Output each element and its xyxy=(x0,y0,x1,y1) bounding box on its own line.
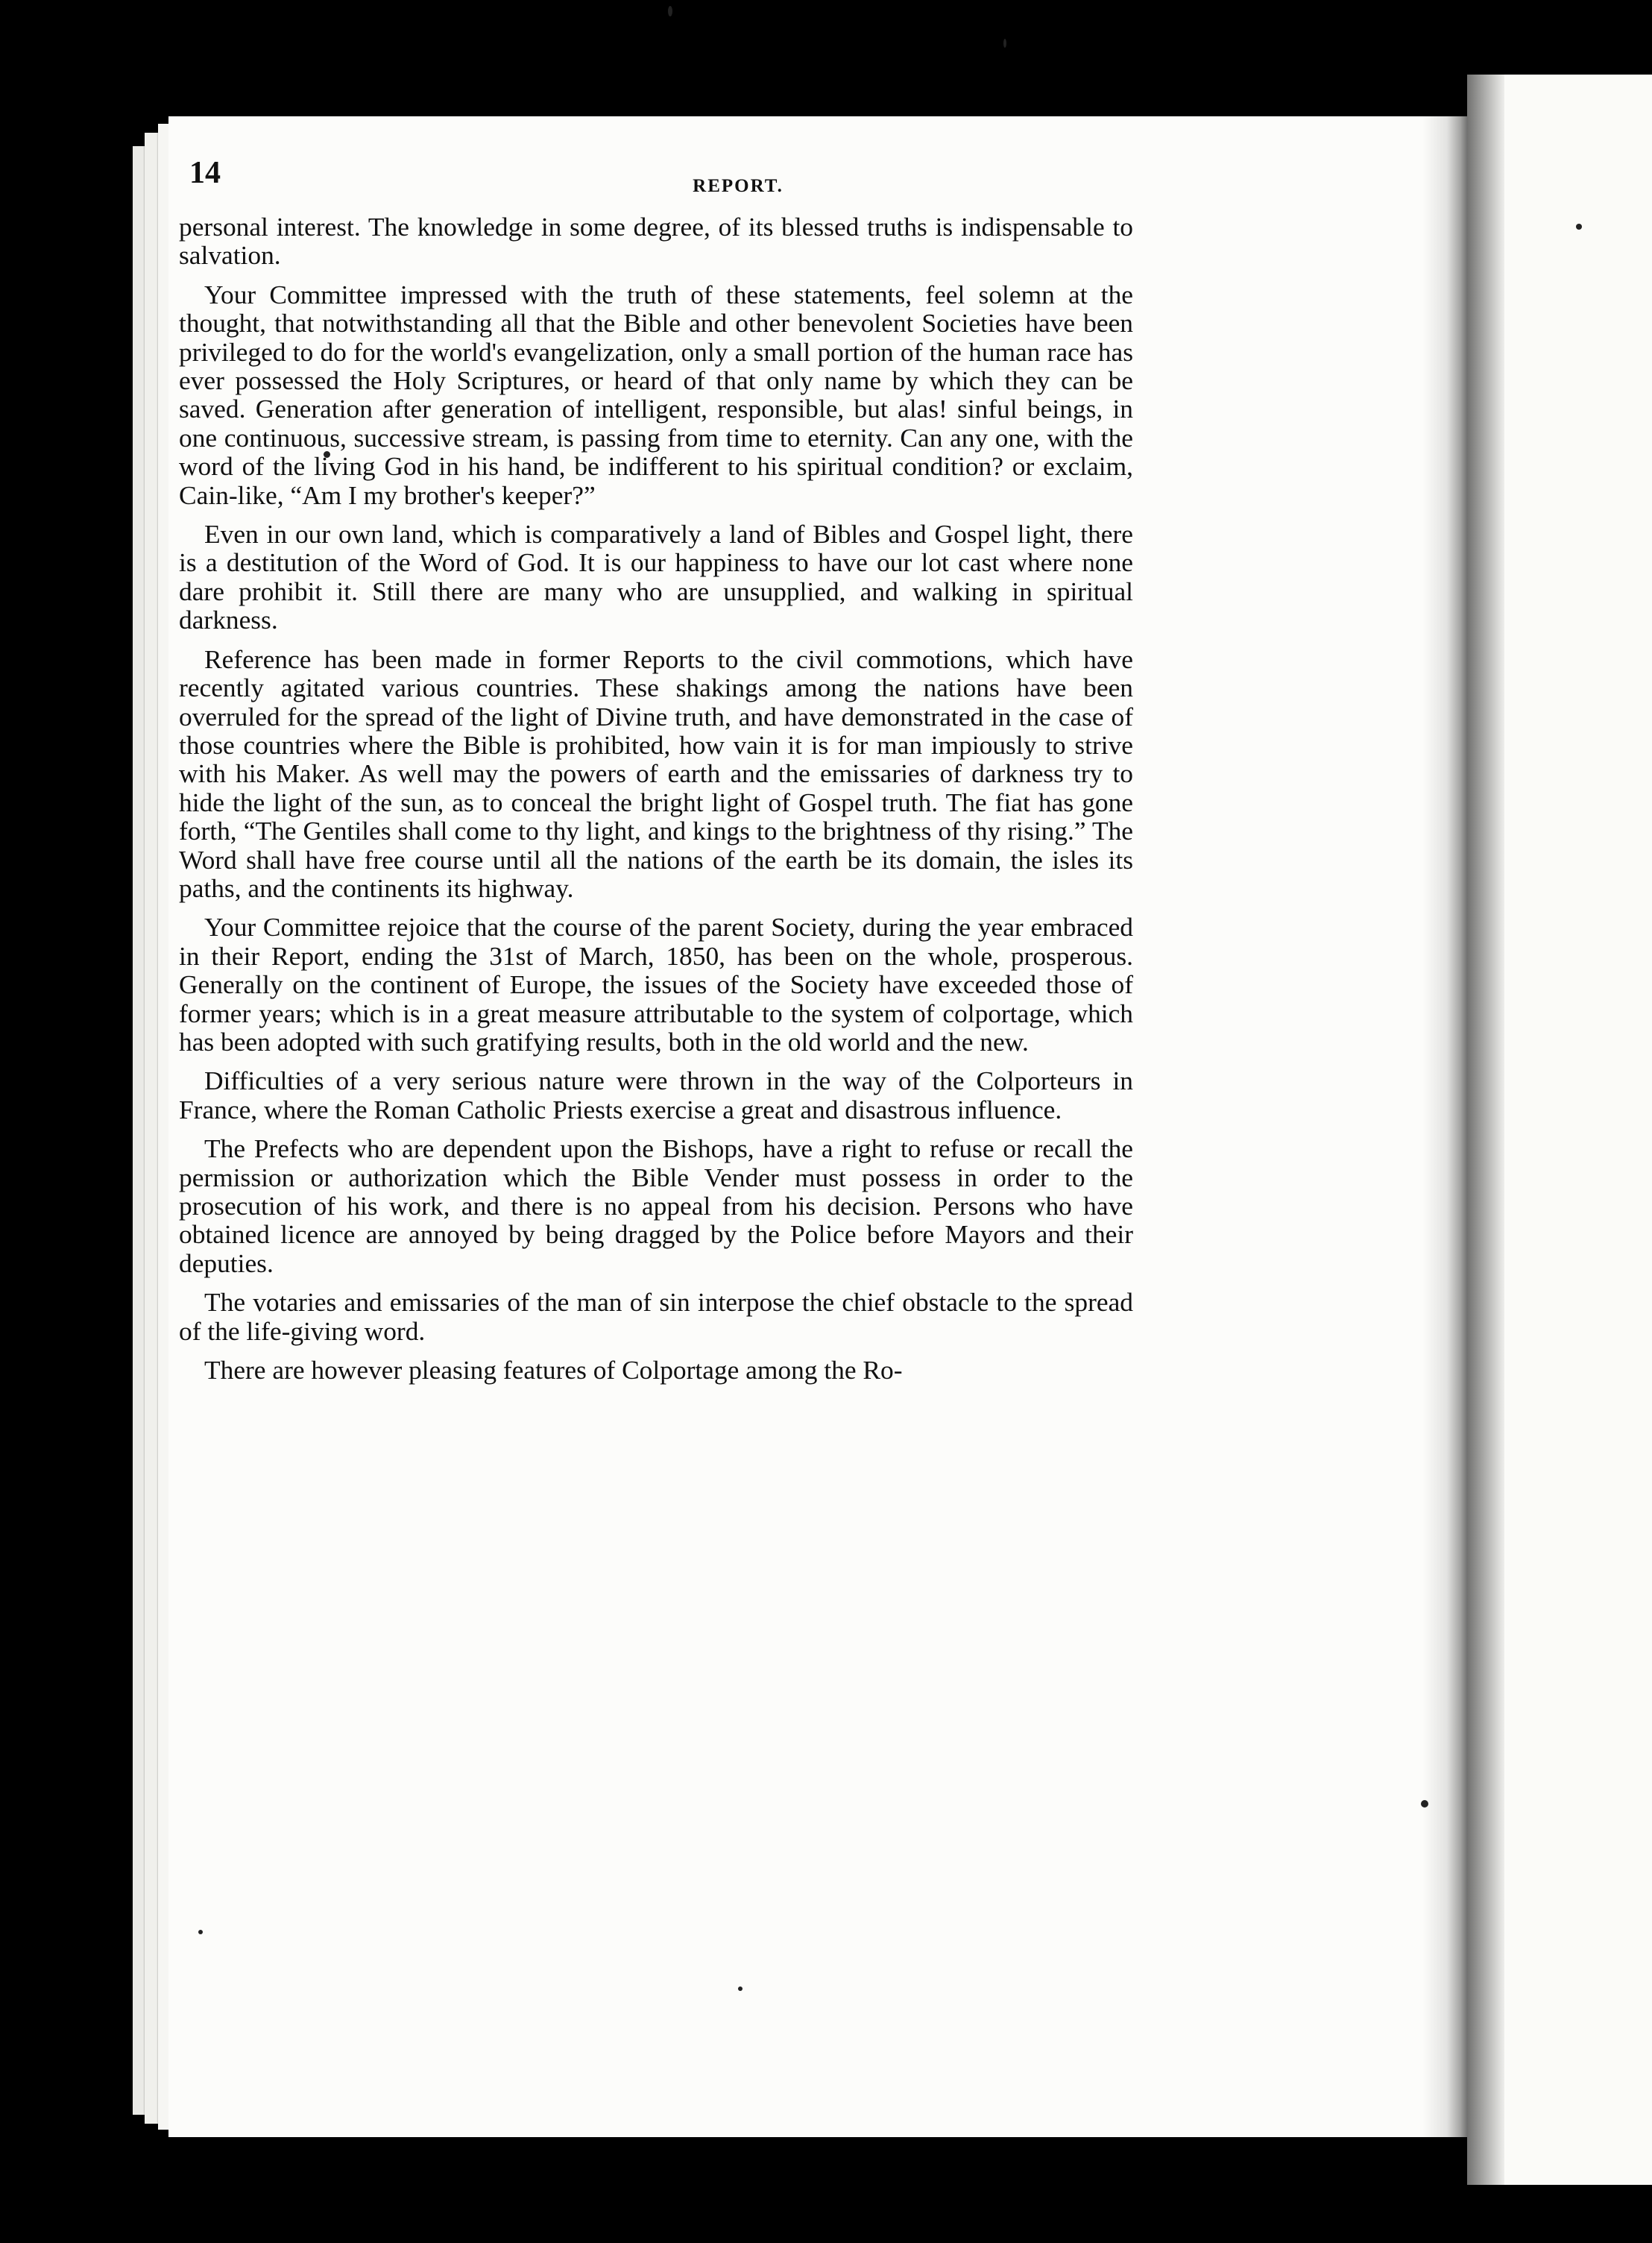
paragraph: personal interest. The knowledge in some degree, of its blessed truths is indispensable to salvation. xyxy=(179,212,1133,271)
paragraph: There are however pleasing features of Colportage among the Ro- xyxy=(204,1355,903,1385)
paragraph: The votaries and emissaries of the man of sin interpose the chief obstacle to the spread of the life-giving word. xyxy=(179,1287,1133,1346)
speck xyxy=(1576,224,1582,230)
facing-page xyxy=(1467,75,1652,2185)
gutter-shadow xyxy=(1422,116,1467,2137)
gutter-shadow xyxy=(1467,75,1504,2185)
speck xyxy=(1003,39,1006,48)
speck xyxy=(738,1986,743,1991)
paragraph: Difficulties of a very serious nature were thrown in the way of the Colporteurs in France, where the Roman Catholic Priests exercise a great and disastrous influence. xyxy=(179,1066,1133,1124)
speck xyxy=(668,6,672,16)
paragraph: The Prefects who are dependent upon the Bishops, have a right to refuse or recall the permission or authorization which the Bible Vender must possess in order to the prosecution of his work, and there is no appeal from his decision. Persons who have obtained licence are annoyed by being dragged by the Police before Mayors and their deputies. xyxy=(179,1133,1133,1278)
body-text xyxy=(179,213,1133,1394)
paragraph: Your Committee impressed with the truth of these statements, feel solemn at the thought, that notwithstanding all that the Bible and other benevolent Societies have been privileged to do for the world's evangelization, only a small portion of the human race has ever possessed the Holy Scriptures, or heard of that only name by which they can be saved. Generation after generation of intelligent, responsible, but alas! sinful beings, in one continuous, successive stream, is passing from time to eternity. Can any one, with the word of the living God in his hand, be indifferent to his spiritual condition? or exclaim, Cain-like, “Am I my brother's keeper?” xyxy=(179,279,1133,510)
speck xyxy=(198,1930,203,1934)
paragraph: Even in our own land, which is comparatively a land of Bibles and Gospel light, there is a destitution of the Word of God. It is our happiness to have our lot cast where none dare prohibit it. Still there are many who are unsupplied, and walking in spiritual darkness. xyxy=(179,519,1133,635)
paragraph: Your Committee rejoice that the course of the parent Society, during the year embraced in their Report, ending the 31st of March, 1850, has been on the whole, prosperous. Generally on the continent of Europe, the issues of the Society have exceeded those of former years; which is in a great measure attributable to the system of colportage, which has been adopted with such gratifying results, both in the old world and the new. xyxy=(179,912,1133,1057)
speck xyxy=(1421,1800,1428,1808)
running-head: REPORT. xyxy=(693,176,784,196)
paragraph: Reference has been made in former Reports to the civil commotions, which have recently agitated various countries. These shakings among the nations have been overruled for the spread of the light of Divine truth, and have demonstrated in the case of those countries where the Bible is prohibited, how vain it is for man impiously to strive with his Maker. As well may the powers of earth and the emissaries of darkness try to hide the light of the sun, as to conceal the bright light of Gospel truth. The fiat has gone forth, “The Gentiles shall come to thy light, and kings to the brightness of thy rising.” The Word shall have free course until all the nations of the earth be its domain, the isles its paths, and the continents its highway. xyxy=(179,644,1133,903)
page-number: 14 xyxy=(189,156,221,190)
